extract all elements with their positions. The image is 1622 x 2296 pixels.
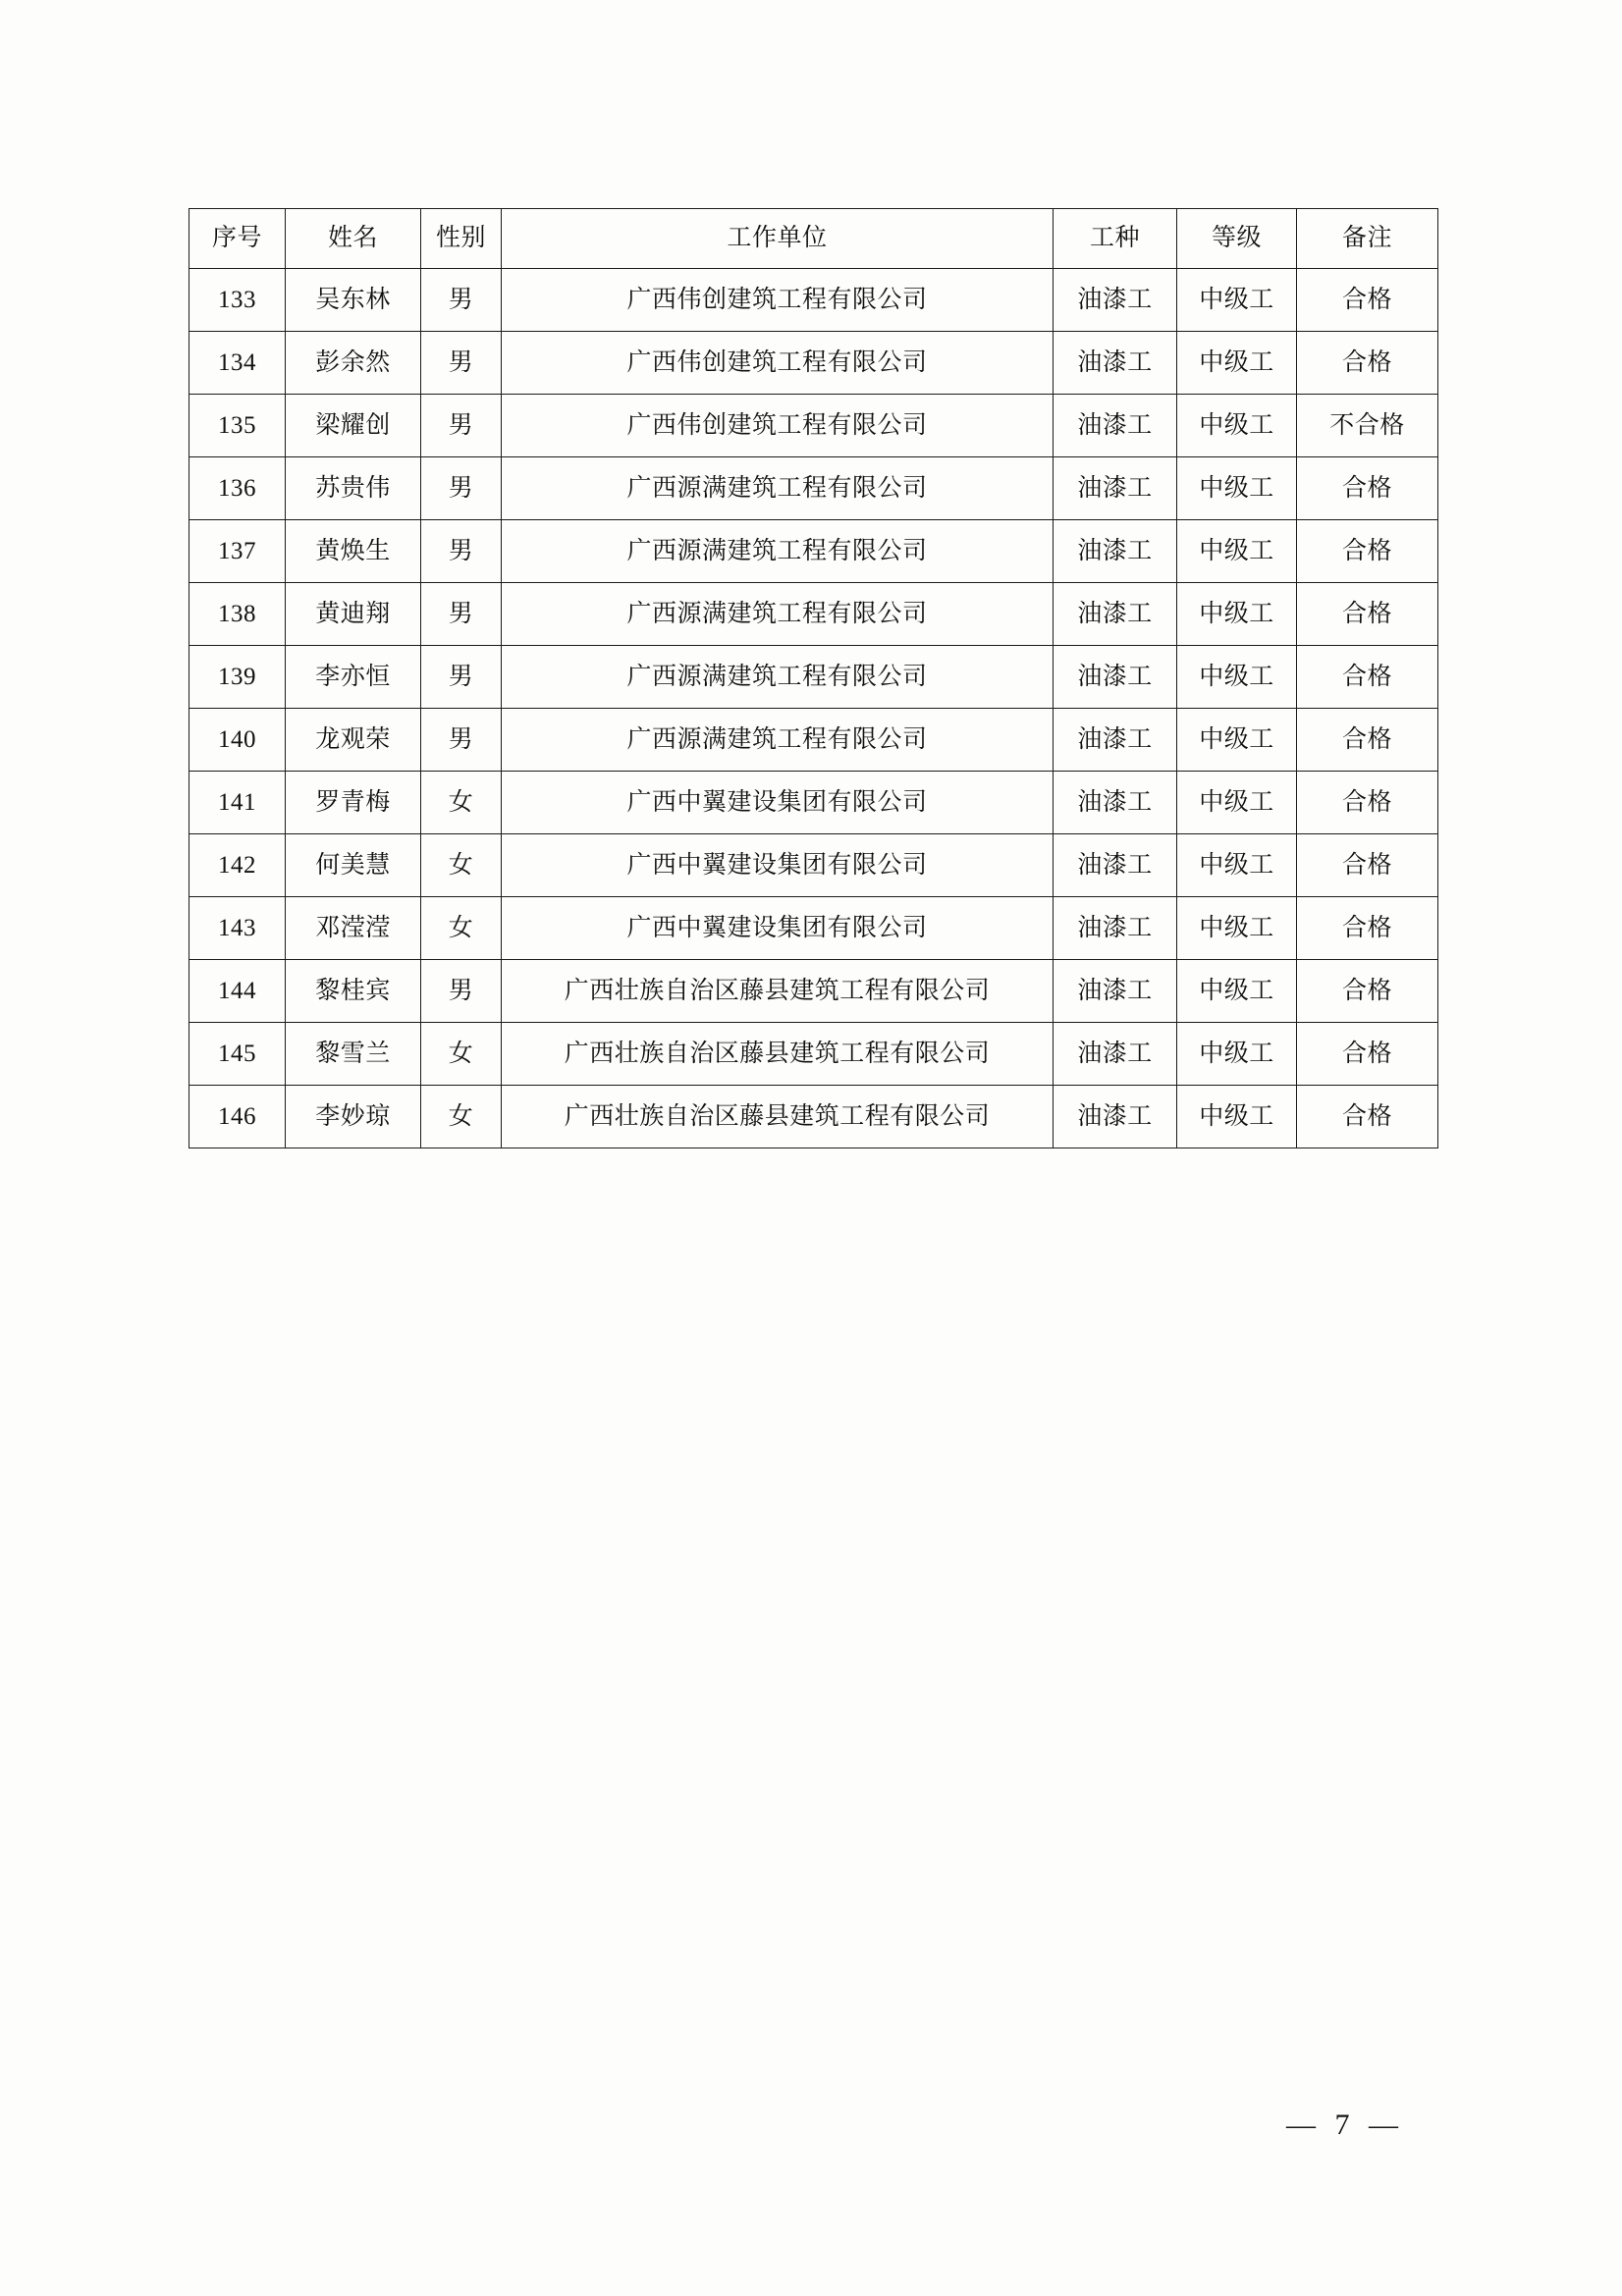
cell-unit: 广西壮族自治区藤县建筑工程有限公司	[502, 960, 1054, 1023]
cell-seq: 136	[189, 457, 286, 520]
cell-seq: 139	[189, 646, 286, 709]
cell-name: 苏贵伟	[286, 457, 421, 520]
cell-remark: 合格	[1297, 520, 1438, 583]
cell-level: 中级工	[1177, 646, 1297, 709]
cell-seq: 142	[189, 834, 286, 897]
cell-remark: 合格	[1297, 646, 1438, 709]
cell-type: 油漆工	[1054, 332, 1177, 395]
cell-seq: 137	[189, 520, 286, 583]
cell-unit: 广西源满建筑工程有限公司	[502, 709, 1054, 772]
table-row	[189, 457, 1438, 520]
cell-seq: 133	[189, 269, 286, 332]
cell-name: 梁耀创	[286, 395, 421, 457]
cell-seq: 138	[189, 583, 286, 646]
cell-level: 中级工	[1177, 1023, 1297, 1086]
table-row	[189, 1086, 1438, 1148]
cell-sex: 男	[421, 646, 502, 709]
cell-remark: 合格	[1297, 897, 1438, 960]
cell-remark: 合格	[1297, 332, 1438, 395]
cell-remark: 合格	[1297, 772, 1438, 834]
cell-remark: 合格	[1297, 1086, 1438, 1148]
cell-name: 吴东林	[286, 269, 421, 332]
cell-type: 油漆工	[1054, 897, 1177, 960]
cell-remark: 合格	[1297, 269, 1438, 332]
cell-remark: 合格	[1297, 834, 1438, 897]
cell-sex: 男	[421, 332, 502, 395]
cell-unit: 广西源满建筑工程有限公司	[502, 583, 1054, 646]
column-header-remark: 备注	[1297, 209, 1438, 269]
cell-name: 龙观荣	[286, 709, 421, 772]
cell-remark: 不合格	[1297, 395, 1438, 457]
cell-level: 中级工	[1177, 709, 1297, 772]
table-row	[189, 520, 1438, 583]
cell-type: 油漆工	[1054, 269, 1177, 332]
page-number: — 7 —	[1286, 2109, 1404, 2141]
cell-unit: 广西伟创建筑工程有限公司	[502, 269, 1054, 332]
roster-table	[189, 208, 1438, 1148]
cell-name: 李妙琼	[286, 1086, 421, 1148]
cell-type: 油漆工	[1054, 834, 1177, 897]
cell-unit: 广西伟创建筑工程有限公司	[502, 395, 1054, 457]
cell-level: 中级工	[1177, 960, 1297, 1023]
cell-type: 油漆工	[1054, 646, 1177, 709]
cell-level: 中级工	[1177, 772, 1297, 834]
cell-sex: 男	[421, 709, 502, 772]
cell-type: 油漆工	[1054, 457, 1177, 520]
cell-level: 中级工	[1177, 457, 1297, 520]
cell-name: 李亦恒	[286, 646, 421, 709]
table-header-row	[189, 209, 1438, 269]
cell-sex: 女	[421, 1086, 502, 1148]
cell-unit: 广西源满建筑工程有限公司	[502, 457, 1054, 520]
cell-level: 中级工	[1177, 269, 1297, 332]
cell-unit: 广西源满建筑工程有限公司	[502, 520, 1054, 583]
table-row	[189, 395, 1438, 457]
column-header-sex: 性别	[421, 209, 502, 269]
cell-type: 油漆工	[1054, 772, 1177, 834]
cell-unit: 广西伟创建筑工程有限公司	[502, 332, 1054, 395]
table-body	[189, 269, 1438, 1148]
column-header-type: 工种	[1054, 209, 1177, 269]
cell-seq: 134	[189, 332, 286, 395]
cell-sex: 男	[421, 583, 502, 646]
cell-type: 油漆工	[1054, 960, 1177, 1023]
cell-sex: 男	[421, 457, 502, 520]
cell-seq: 146	[189, 1086, 286, 1148]
table-row	[189, 583, 1438, 646]
cell-level: 中级工	[1177, 520, 1297, 583]
table-row	[189, 1023, 1438, 1086]
cell-remark: 合格	[1297, 457, 1438, 520]
column-header-unit: 工作单位	[502, 209, 1054, 269]
cell-name: 彭余然	[286, 332, 421, 395]
cell-level: 中级工	[1177, 395, 1297, 457]
cell-sex: 女	[421, 834, 502, 897]
cell-sex: 女	[421, 772, 502, 834]
table-row	[189, 709, 1438, 772]
cell-level: 中级工	[1177, 332, 1297, 395]
cell-seq: 144	[189, 960, 286, 1023]
cell-name: 罗青梅	[286, 772, 421, 834]
cell-seq: 141	[189, 772, 286, 834]
cell-name: 黎桂宾	[286, 960, 421, 1023]
cell-name: 黎雪兰	[286, 1023, 421, 1086]
cell-level: 中级工	[1177, 834, 1297, 897]
table-row	[189, 834, 1438, 897]
cell-type: 油漆工	[1054, 520, 1177, 583]
roster-table-container	[189, 208, 1437, 1148]
cell-seq: 145	[189, 1023, 286, 1086]
cell-seq: 140	[189, 709, 286, 772]
cell-level: 中级工	[1177, 1086, 1297, 1148]
cell-unit: 广西壮族自治区藤县建筑工程有限公司	[502, 1023, 1054, 1086]
cell-unit: 广西源满建筑工程有限公司	[502, 646, 1054, 709]
table-row	[189, 897, 1438, 960]
cell-sex: 女	[421, 1023, 502, 1086]
table-row	[189, 332, 1438, 395]
cell-type: 油漆工	[1054, 1086, 1177, 1148]
cell-type: 油漆工	[1054, 395, 1177, 457]
table-row	[189, 772, 1438, 834]
table-row	[189, 269, 1438, 332]
cell-name: 何美慧	[286, 834, 421, 897]
cell-name: 黄迪翔	[286, 583, 421, 646]
cell-remark: 合格	[1297, 1023, 1438, 1086]
column-header-name: 姓名	[286, 209, 421, 269]
cell-name: 邓滢滢	[286, 897, 421, 960]
cell-remark: 合格	[1297, 960, 1438, 1023]
cell-remark: 合格	[1297, 709, 1438, 772]
cell-sex: 男	[421, 269, 502, 332]
cell-type: 油漆工	[1054, 709, 1177, 772]
cell-unit: 广西壮族自治区藤县建筑工程有限公司	[502, 1086, 1054, 1148]
cell-type: 油漆工	[1054, 583, 1177, 646]
cell-sex: 男	[421, 960, 502, 1023]
cell-sex: 女	[421, 897, 502, 960]
cell-unit: 广西中翼建设集团有限公司	[502, 897, 1054, 960]
cell-level: 中级工	[1177, 583, 1297, 646]
cell-unit: 广西中翼建设集团有限公司	[502, 772, 1054, 834]
cell-remark: 合格	[1297, 583, 1438, 646]
cell-type: 油漆工	[1054, 1023, 1177, 1086]
cell-seq: 143	[189, 897, 286, 960]
cell-seq: 135	[189, 395, 286, 457]
cell-unit: 广西中翼建设集团有限公司	[502, 834, 1054, 897]
table-header	[189, 209, 1438, 269]
column-header-level: 等级	[1177, 209, 1297, 269]
table-row	[189, 646, 1438, 709]
cell-sex: 男	[421, 395, 502, 457]
cell-level: 中级工	[1177, 897, 1297, 960]
cell-name: 黄焕生	[286, 520, 421, 583]
cell-sex: 男	[421, 520, 502, 583]
table-row	[189, 960, 1438, 1023]
column-header-seq: 序号	[189, 209, 286, 269]
